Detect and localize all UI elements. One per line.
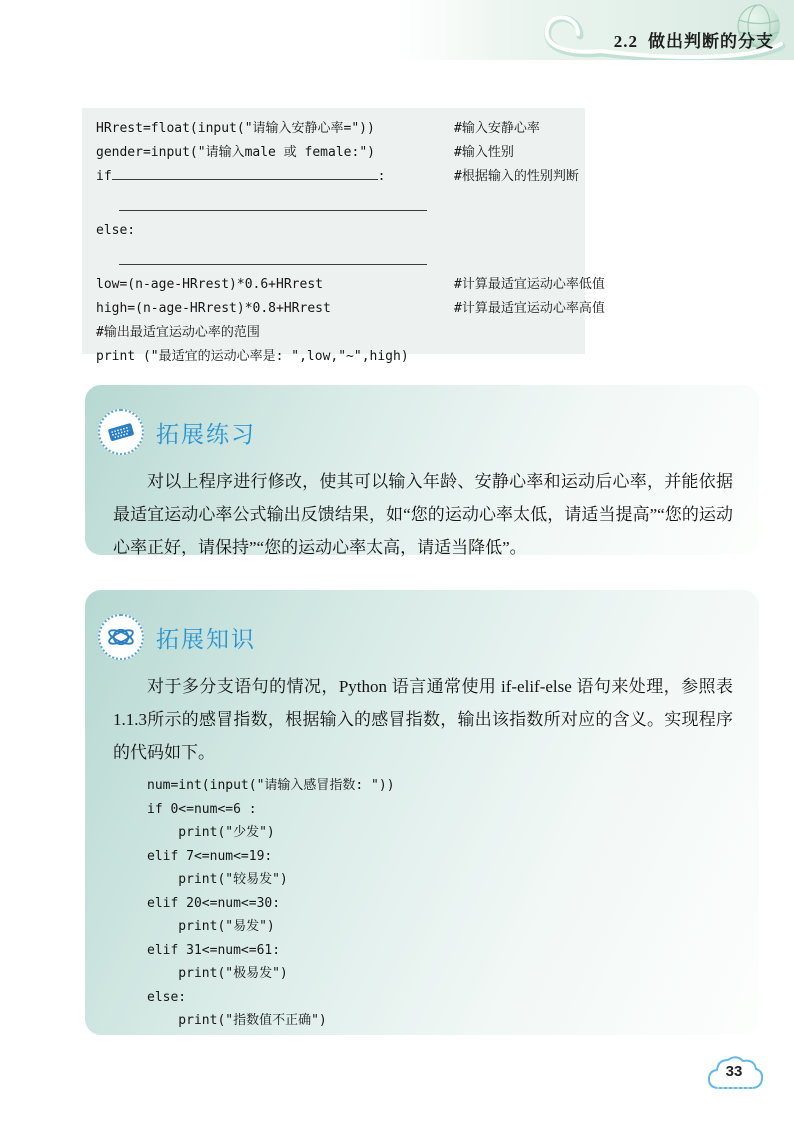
- code-line: print("易发"): [147, 919, 275, 934]
- code-comment: #输出最适宜运动心率的范围: [96, 325, 260, 340]
- code-comment: #计算最适宜运动心率高值: [454, 301, 605, 316]
- code-text: gender=input("请输入male 或 female:"): [96, 145, 375, 160]
- keyboard-icon: [98, 409, 144, 455]
- code-line: num=int(input("请输入感冒指数: ")): [147, 778, 395, 793]
- chapter-title: 做出判断的分支: [648, 32, 774, 51]
- code-line: [96, 321, 585, 345]
- knowledge-section-title: 拓展知识: [156, 625, 256, 652]
- code-line: print("指数值不正确"): [147, 1013, 327, 1028]
- practice-section-header: [85, 385, 759, 455]
- knowledge-section-header: [85, 590, 759, 660]
- code-line: elif 31<=num<=61:: [147, 942, 281, 958]
- code-comment: #根据输入的性别判断: [454, 169, 579, 184]
- code-line: if 0<=num<=6 :: [147, 801, 257, 817]
- code-text: else:: [96, 223, 136, 238]
- code-line: [96, 273, 605, 297]
- fill-in-blank: [119, 210, 427, 211]
- practice-section-title: 拓展练习: [156, 420, 256, 447]
- code-line: [96, 117, 585, 141]
- code-line: elif 20<=num<=30:: [147, 895, 281, 911]
- fill-in-blank: [112, 165, 378, 180]
- fill-in-blank-row: [96, 243, 585, 273]
- globe-icon: [98, 614, 144, 660]
- code-line: [96, 297, 605, 321]
- colon: :: [377, 169, 386, 184]
- code-line: [96, 141, 585, 165]
- code-line: print("较易发"): [147, 872, 288, 887]
- code-comment: #计算最适宜运动心率低值: [454, 277, 605, 292]
- page-number: 33: [725, 1063, 743, 1080]
- code-text: low=(n-age-HRrest)*0.6+HRrest: [96, 277, 323, 292]
- code-line: print("极易发"): [147, 966, 288, 981]
- practice-section-body: 对以上程序进行修改，使其可以输入年龄、安静心率和运动后心率，并能依据最适宜运动心率公式输出反馈结果，如“您的运动心率太低，请适当提高”“您的运动心率正好，请保持”“您的运动心率太高，请适当降低”。: [113, 472, 733, 557]
- code-line: print("少发"): [147, 825, 275, 840]
- code-text: high=(n-age-HRrest)*0.8+HRrest: [96, 301, 331, 316]
- code-comment: #输入安静心率: [454, 121, 540, 136]
- fill-in-blank-row: [96, 189, 585, 219]
- practice-section: [85, 385, 759, 555]
- chapter-number: 2.2: [613, 32, 638, 51]
- code-line: else:: [147, 989, 187, 1005]
- code-text: print ("最适宜的运动心率是: ",low,"~",high): [96, 349, 409, 364]
- code-line: elif 7<=num<=19:: [147, 848, 273, 864]
- page-number-badge: [703, 1050, 765, 1100]
- code-text: [96, 165, 454, 189]
- fill-in-blank: [119, 264, 427, 265]
- code-line-if-blank: [96, 165, 585, 189]
- knowledge-section-body: 对于多分支语句的情况，Python 语言通常使用 if-elif-else 语句来处理，参照表1.1.3所示的感冒指数，根据输入的感冒指数，输出该指数所对应的含义。实现程序的代码如下。: [113, 677, 733, 762]
- chapter-heading: [614, 27, 774, 52]
- main-code-block: [82, 108, 605, 364]
- if-keyword: if: [96, 169, 112, 184]
- code-line: [96, 219, 585, 243]
- code-comment: #输入性别: [454, 145, 514, 160]
- code-text: HRrest=float(input("请输入安静心率=")): [96, 121, 375, 136]
- code-line: [96, 345, 585, 369]
- knowledge-section: [85, 590, 759, 1035]
- header-band: [395, 0, 794, 60]
- knowledge-code-block: [147, 774, 759, 1033]
